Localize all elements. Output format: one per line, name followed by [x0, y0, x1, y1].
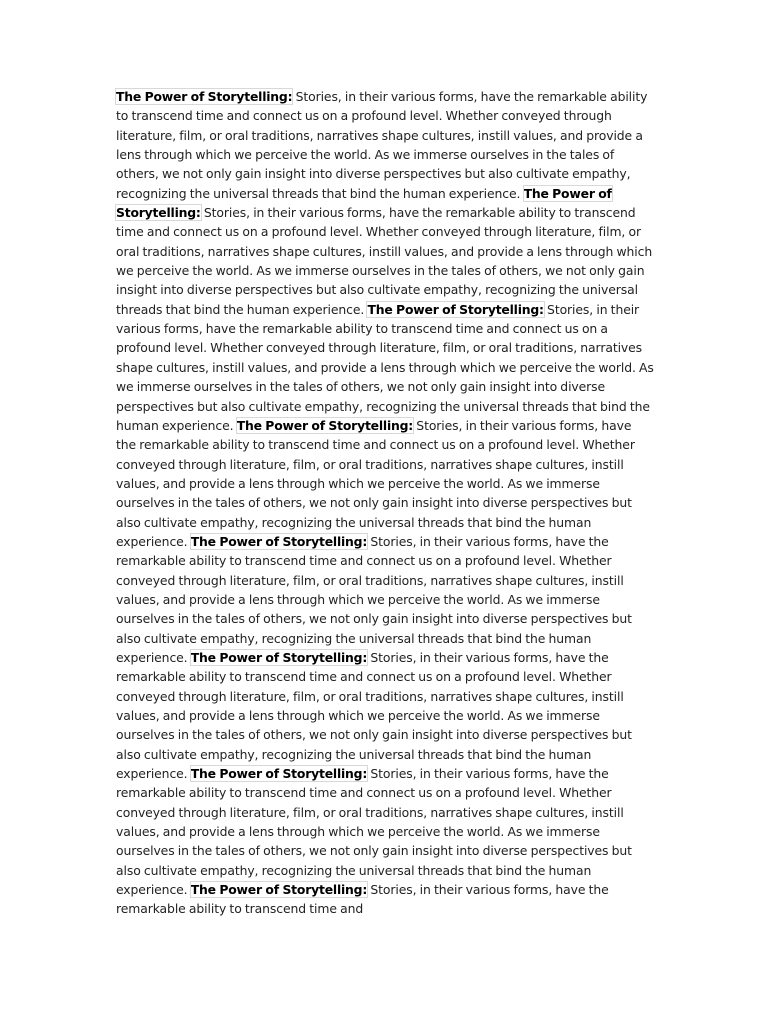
- section-text: Stories, in their various forms, have the remarkable ability to transcend time and: [116, 882, 609, 917]
- section-text: Stories, in their various forms, have the remarkable ability to transcend time and connect us on a profound level. Whether conveyed through literature, film, or oral traditions, narratives shape cultures, instill values, and provide a lens through which we perceive the world. As we immerse ourselves in the tales of others, we not only gain insight into diverse perspectives but also cultivate empathy, recognizing the universal threads that bind the human experience.: [116, 89, 648, 201]
- section-heading: The Power of Storytelling:: [190, 882, 368, 898]
- section-heading: The Power of Storytelling:: [236, 417, 414, 433]
- section-heading: The Power of Storytelling:: [116, 89, 293, 104]
- section-text: Stories, in their various forms, have the remarkable ability to transcend time and connect us on a profound level. Whether conveyed through literature, film, or oral traditions, narratives shape cultures, instill values, and provide a lens through which we perceive the world. As we immerse ourselves in the tales of others, we not only gain insight into diverse perspectives but also cultivate empathy, recognizing the universal threads that bind the human experience.: [116, 301, 654, 433]
- section-text: Stories, in their various forms, have the remarkable ability to transcend time and connect us on a profound level. Whether conveyed through literature, film, or oral traditions, narratives shape cultures, instill values, and provide a lens through which we perceive the world. As we immerse ourselves in the tales of others, we not only gain insight into diverse perspectives but also cultivate empathy, recognizing the universal threads that bind the human experience.: [116, 649, 632, 782]
- section-heading: The Power of Storytelling:: [190, 649, 368, 665]
- document-body: [116, 87, 654, 919]
- section-heading: The Power of Storytelling:: [190, 766, 368, 782]
- section-heading: The Power of Storytelling:: [367, 301, 544, 317]
- section-text: Stories, in their various forms, have the remarkable ability to transcend time and connect us on a profound level. Whether conveyed through literature, film, or oral traditions, narratives shape cultures, instill values, and provide a lens through which we perceive the world. As we immerse ourselves in the tales of others, we not only gain insight into diverse perspectives but also cultivate empathy, recognizing the universal threads that bind the human experience.: [116, 766, 632, 898]
- section-heading: The Power of Storytelling:: [190, 533, 368, 549]
- section-text: Stories, in their various forms, have the remarkable ability to transcend time and connect us on a profound level. Whether conveyed through literature, film, or oral traditions, narratives shape cultures, instill values, and provide a lens through which we perceive the world. As we immerse ourselves in the tales of others, we not only gain insight into diverse perspectives but also cultivate empathy, recognizing the universal threads that bind the human experience.: [116, 417, 635, 549]
- section-text: Stories, in their various forms, have the remarkable ability to transcend time and connect us on a profound level. Whether conveyed through literature, film, or oral traditions, narratives shape cultures, instill values, and provide a lens through which we perceive the world. As we immerse ourselves in the tales of others, we not only gain insight into diverse perspectives but also cultivate empathy, recognizing the universal threads that bind the human experience.: [116, 205, 653, 317]
- section-text: Stories, in their various forms, have the remarkable ability to transcend time and connect us on a profound level. Whether conveyed through literature, film, or oral traditions, narratives shape cultures, instill values, and provide a lens through which we perceive the world. As we immerse ourselves in the tales of others, we not only gain insight into diverse perspectives but also cultivate empathy, recognizing the universal threads that bind the human experience.: [116, 533, 632, 665]
- section-heading: The Power of Storytelling:: [116, 185, 612, 221]
